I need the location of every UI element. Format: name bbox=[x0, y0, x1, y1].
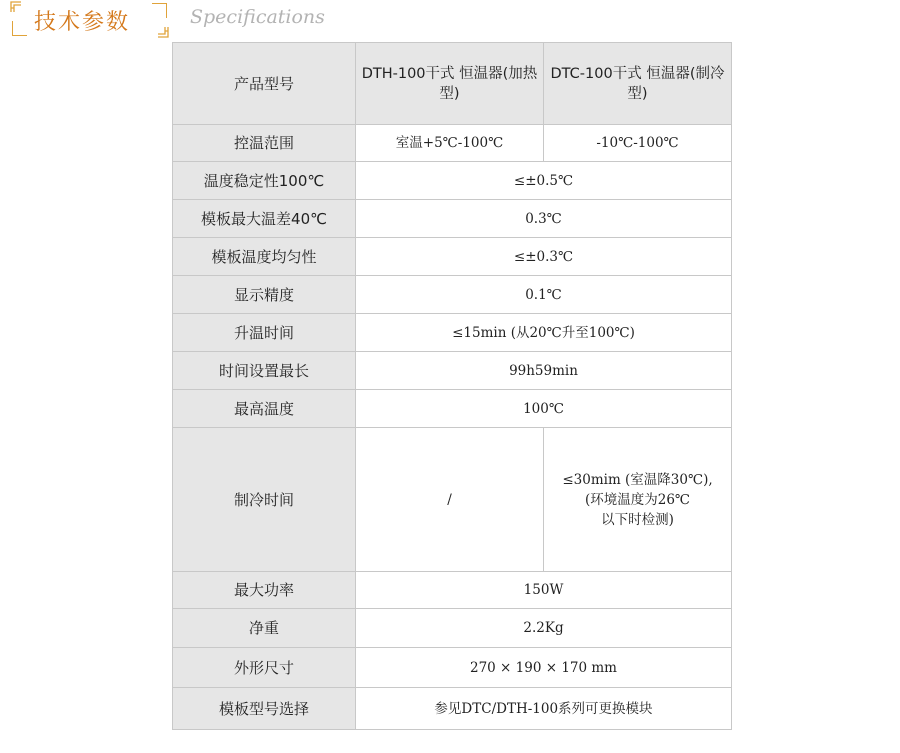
header-model-dth: DTH-100干式 恒温器(加热型) bbox=[356, 43, 544, 125]
row-label: 模板型号选择 bbox=[173, 688, 356, 730]
row-label: 温度稳定性100℃ bbox=[173, 162, 356, 200]
row-value-dth: / bbox=[356, 428, 544, 572]
row-label: 制冷时间 bbox=[173, 428, 356, 572]
section-header bbox=[0, 0, 900, 40]
row-value: ≤±0.5℃ bbox=[356, 162, 732, 200]
corner-ornament-icon bbox=[10, 1, 22, 13]
table-row bbox=[173, 688, 732, 730]
row-label: 模板最大温差40℃ bbox=[173, 200, 356, 238]
row-value-dtc: ≤30mim (室温降30℃), (环境温度为26℃ 以下时检测) bbox=[544, 428, 732, 572]
row-value: 150W bbox=[356, 572, 732, 609]
row-value: ≤15min (从20℃升至100℃) bbox=[356, 314, 732, 352]
row-label: 模板温度均匀性 bbox=[173, 238, 356, 276]
table-row bbox=[173, 609, 732, 648]
row-value: ≤±0.3℃ bbox=[356, 238, 732, 276]
row-label: 最大功率 bbox=[173, 572, 356, 609]
header-label: 产品型号 bbox=[173, 43, 356, 125]
row-label: 时间设置最长 bbox=[173, 352, 356, 390]
spec-table bbox=[172, 42, 732, 730]
row-value: 2.2Kg bbox=[356, 609, 732, 648]
row-value: 0.3℃ bbox=[356, 200, 732, 238]
row-value-dth: 室温+5℃-100℃ bbox=[356, 125, 544, 162]
table-row bbox=[173, 162, 732, 200]
row-value-dtc: -10℃-100℃ bbox=[544, 125, 732, 162]
header-model-dtc: DTC-100干式 恒温器(制冷型) bbox=[544, 43, 732, 125]
row-value: 参见DTC/DTH-100系列可更换模块 bbox=[356, 688, 732, 730]
row-value: 100℃ bbox=[356, 390, 732, 428]
table-row bbox=[173, 428, 732, 572]
table-row bbox=[173, 390, 732, 428]
table-row bbox=[173, 276, 732, 314]
row-label: 最高温度 bbox=[173, 390, 356, 428]
table-row bbox=[173, 200, 732, 238]
row-value: 0.1℃ bbox=[356, 276, 732, 314]
row-value: 270 × 190 × 170 mm bbox=[356, 648, 732, 688]
section-title-english: Specifications bbox=[190, 6, 325, 28]
row-label: 显示精度 bbox=[173, 276, 356, 314]
table-row bbox=[173, 238, 732, 276]
row-label: 升温时间 bbox=[173, 314, 356, 352]
table-row bbox=[173, 572, 732, 609]
table-row bbox=[173, 352, 732, 390]
row-label: 控温范围 bbox=[173, 125, 356, 162]
table-row bbox=[173, 125, 732, 162]
table-header-row bbox=[173, 43, 732, 125]
section-title: 技术参数 bbox=[34, 10, 131, 35]
table-row bbox=[173, 648, 732, 688]
row-label: 净重 bbox=[173, 609, 356, 648]
corner-ornament-icon bbox=[157, 26, 169, 38]
row-label: 外形尺寸 bbox=[173, 648, 356, 688]
title-frame bbox=[12, 3, 167, 36]
table-row bbox=[173, 314, 732, 352]
row-value: 99h59min bbox=[356, 352, 732, 390]
